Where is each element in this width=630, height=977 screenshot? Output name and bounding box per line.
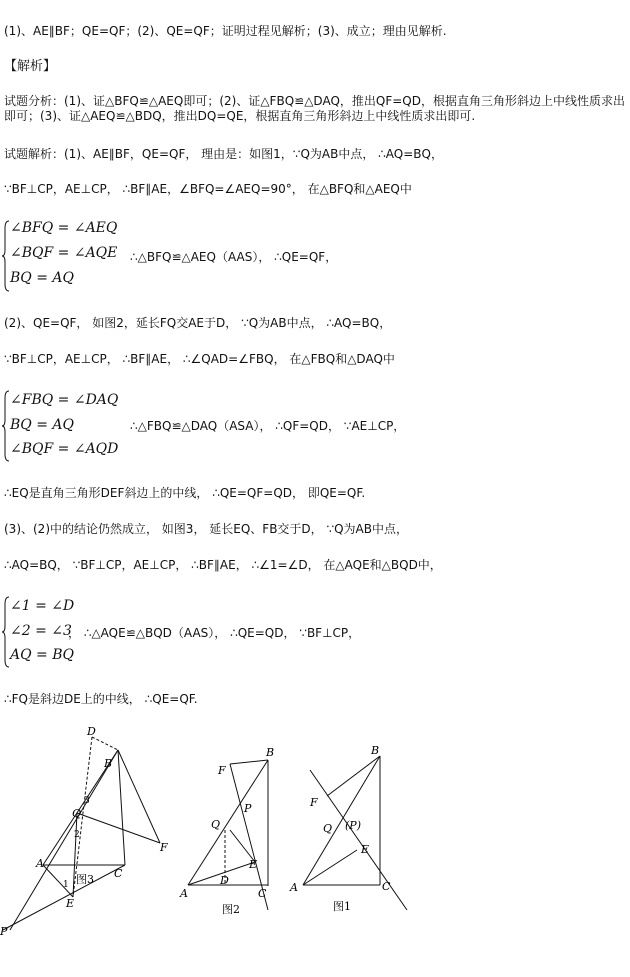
section-title: 【解析】 bbox=[4, 59, 57, 74]
fig2-caption: 图2 bbox=[222, 903, 240, 916]
fig2-label-Q: Q bbox=[211, 818, 221, 831]
fig2-label-P: P bbox=[244, 802, 252, 815]
answer-line: (1)、AE∥BF；QE=QF；(2)、QE=QF；证明过程见解析；(3)、成立；理由见解析. bbox=[4, 24, 447, 38]
fig3-label-2: 2 bbox=[74, 830, 80, 840]
fig3-label-F: F bbox=[160, 841, 168, 854]
fig1-caption: 图1 bbox=[333, 900, 351, 913]
fig2-label-B: B bbox=[266, 746, 275, 759]
system-2-eq-3: ∠BQF = ∠AQD bbox=[10, 441, 119, 457]
solution-3-line-c: ∴FQ是斜边DE上的中线， ∴QE=QF. bbox=[4, 692, 198, 706]
fig3-label-Q: Q bbox=[72, 807, 82, 820]
analysis-paragraph: 试题分析：(1)、证△BFQ≌△AEQ即可；(2)、证△FBQ≌△DAQ，推出QF=QD，根据直角三角形斜边上中线性质求出即可；(3)、证△AEQ≌△BDQ，推出DQ=QE，根据直角三角形斜边上中线性质求出即可. bbox=[4, 94, 625, 123]
fig2-label-E: E bbox=[249, 858, 258, 871]
figure-3 bbox=[0, 725, 185, 935]
system-1-conclusion: ∴△BFQ≌△AEQ（AAS）， ∴QE=QF， bbox=[130, 250, 338, 264]
system-2-conclusion: ∴△FBQ≌△DAQ（ASA）， ∴QF=QD， ∵AE⊥CP， bbox=[130, 419, 406, 433]
fig3-label-1: 1 bbox=[63, 880, 69, 890]
fig3-label-3: 3 bbox=[84, 796, 90, 806]
fig1-label-P: (P) bbox=[345, 819, 361, 832]
fig3-label-A: A bbox=[36, 857, 44, 870]
system-3-conclusion: ， ∴△AQE≌△BQD（AAS）， ∴QE=QD， ∵BF⊥CP， bbox=[68, 626, 361, 640]
fig1-label-A: A bbox=[290, 881, 298, 894]
fig2-label-A: A bbox=[180, 887, 188, 900]
solution-2-line-c: ∴EQ是直角三角形DEF斜边上的中线， ∴QE=QF=QD， 即QE=QF. bbox=[4, 486, 366, 500]
figure-1 bbox=[285, 740, 415, 920]
fig3-label-C: C bbox=[114, 867, 123, 880]
brace-system-1 bbox=[2, 220, 10, 292]
fig3-label-P: P bbox=[0, 925, 8, 935]
fig1-label-C: C bbox=[382, 880, 391, 893]
fig2-label-F: F bbox=[218, 764, 226, 777]
system-3-eq-2: ∠2 = ∠3 bbox=[10, 623, 72, 639]
system-3-eq-3: AQ = BQ bbox=[10, 647, 74, 663]
solution-2-line-a: (2)、QE=QF， 如图2，延长FQ交AE于D， ∵Q为AB中点， ∴AQ=BQ， bbox=[4, 316, 392, 330]
solution-2-line-b: ∵BF⊥CP，AE⊥CP， ∴BF∥AE， ∴∠QAD=∠FBQ， 在△FBQ和△DAQ中 bbox=[4, 352, 395, 366]
fig3-caption: 图3 bbox=[76, 873, 94, 886]
solution-1-line-a: 试题解析：(1)、AE∥BF，QE=QF， 理由是：如图1，∵Q为AB中点， ∴AQ=BQ， bbox=[4, 147, 443, 161]
system-1-eq-1: ∠BFQ = ∠AEQ bbox=[10, 220, 118, 236]
system-3-eq-1: ∠1 = ∠D bbox=[10, 598, 75, 614]
brace-system-2 bbox=[2, 390, 10, 462]
system-2-eq-2: BQ = AQ bbox=[10, 417, 74, 433]
fig1-label-F: F bbox=[310, 796, 318, 809]
fig2-label-C: C bbox=[258, 887, 267, 900]
fig1-label-E: E bbox=[361, 843, 370, 856]
solution-3-line-a: (3)、(2)中的结论仍然成立， 如图3， 延长EQ、FB交于D， ∵Q为AB中点， bbox=[4, 522, 409, 536]
system-2-eq-1: ∠FBQ = ∠DAQ bbox=[10, 392, 119, 408]
fig1-label-Q: Q bbox=[323, 822, 333, 835]
fig1-label-B: B bbox=[371, 744, 380, 757]
solution-3-line-b: ∴AQ=BQ， ∵BF⊥CP，AE⊥CP， ∴BF∥AE， ∴∠1=∠D， 在△AQE和△BQD中， bbox=[4, 558, 442, 572]
figure-2 bbox=[178, 740, 288, 920]
fig3-label-E: E bbox=[66, 897, 75, 910]
fig3-label-B: B bbox=[104, 757, 113, 770]
solution-1-line-b: ∵BF⊥CP，AE⊥CP， ∴BF∥AE，∠BFQ=∠AEQ=90°， 在△BFQ和△AEQ中 bbox=[4, 182, 412, 196]
system-1-eq-3: BQ = AQ bbox=[10, 270, 74, 286]
brace-system-3 bbox=[2, 596, 10, 668]
fig3-label-D: D bbox=[87, 725, 96, 738]
system-1-eq-2: ∠BQF = ∠AQE bbox=[10, 245, 118, 261]
fig2-label-D: D bbox=[220, 874, 229, 887]
